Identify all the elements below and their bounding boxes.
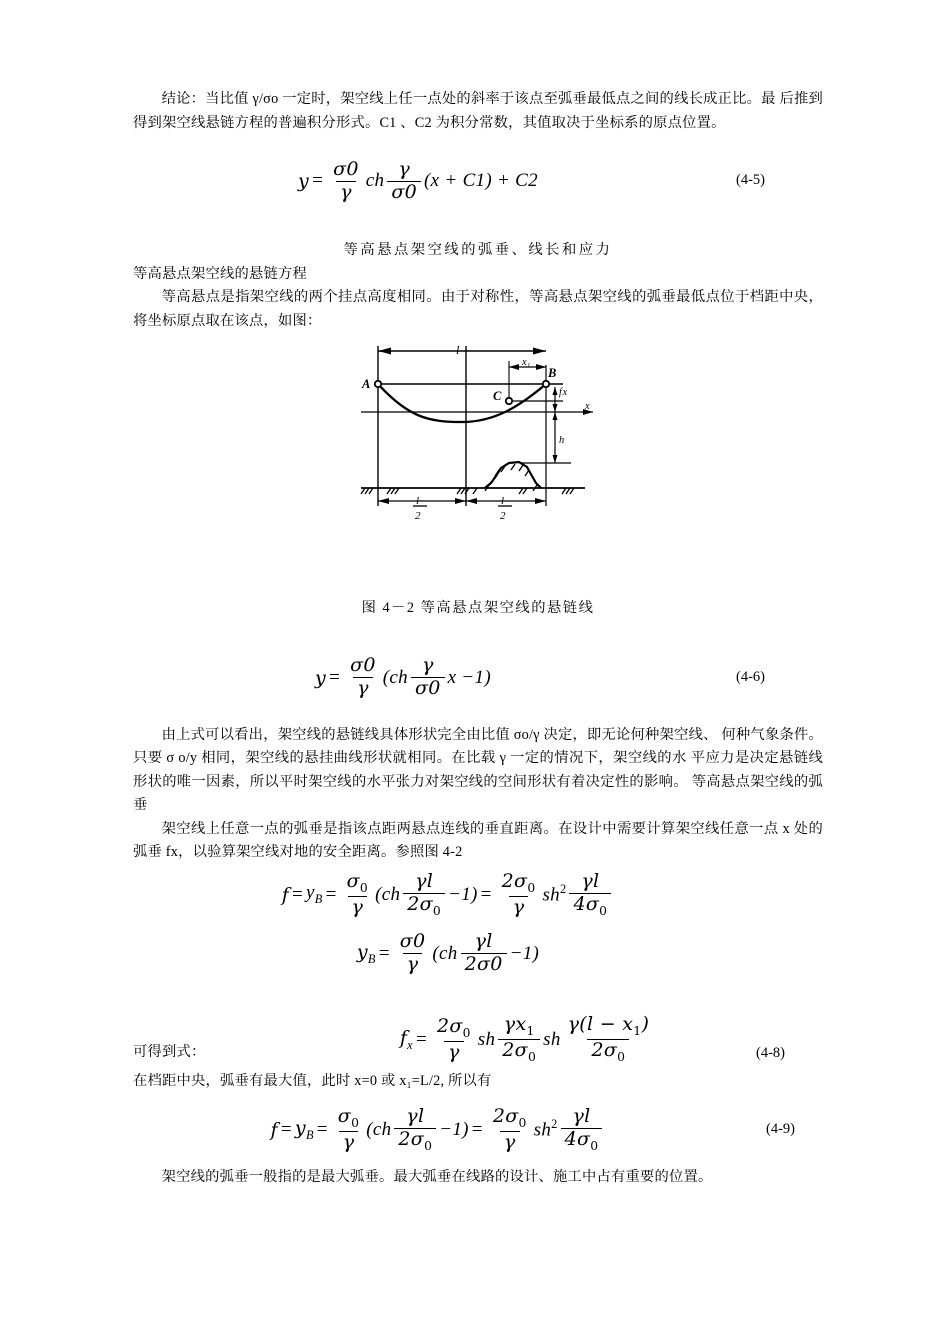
eq48-frac3 [564, 1015, 654, 1064]
eqyb-frac2 [461, 932, 507, 975]
equation-4-5 [133, 155, 823, 207]
eq47-frac1-num: $\sigma_0$ [346, 869, 369, 895]
eq49-frac1 [334, 1104, 363, 1153]
figure-label-c: C [493, 389, 502, 403]
eq47-frac2 [403, 869, 445, 918]
eqyb-frac2-num: γl [474, 930, 493, 953]
eq47-frac4-den: $4\sigma_0$ [569, 893, 611, 918]
eq49-eq2: = [316, 1118, 328, 1140]
figure-label-halfspan-right-num: l [501, 495, 505, 507]
eq45-frac2-den: σ0 [387, 181, 421, 203]
eqyb-yb: $y_B$ [356, 940, 376, 966]
eq45-tail: (x + C1) + C2 [423, 170, 538, 191]
eq47-open: (ch [375, 883, 401, 905]
eq47-frac1 [343, 869, 372, 918]
catenary-diagram-svg [333, 343, 623, 523]
eq47-eq3: = [480, 883, 492, 905]
eq47-f: f [281, 883, 290, 906]
figure-label-fx: f x [559, 387, 568, 398]
eq45-frac1-num: σ0 [333, 157, 359, 180]
eq45-y: y [298, 170, 310, 192]
figure-label-axis-x: x [585, 401, 590, 412]
eqyb-tail: −1) [509, 942, 540, 964]
eq49-number: (4-9) [766, 1120, 795, 1137]
eq49-frac1-den: γ [339, 1131, 359, 1153]
eq48-sh1: sh [477, 1028, 496, 1050]
eq46-frac1-den: γ [353, 677, 373, 699]
eq48-frac2-den: $2\sigma_0$ [498, 1039, 540, 1064]
eq46-number: (4-6) [736, 668, 765, 685]
figure-label-halfspan-left-num: l [416, 495, 420, 507]
eq47-frac2-num: γl [415, 869, 434, 892]
eq47-sh: $sh^2$ [542, 882, 567, 906]
paragraph-equal-height: 等高悬点是指架空线的两个挂点高度相同。由于对称性，等高悬点架空线的弧垂最低点位于档距中央，将坐标原点取在该点，如图： [133, 289, 823, 329]
eq46-frac1 [346, 656, 380, 699]
figure-4-2 [333, 343, 623, 523]
eq49-mid: −1) [439, 1118, 469, 1140]
eq47-frac3 [498, 869, 540, 918]
eq46-frac2-den: σ0 [411, 677, 445, 699]
eq47-frac4 [569, 869, 611, 918]
figure-label-h: h [559, 435, 565, 446]
eq48-frac3-num: $\gamma(l - x_1)$ [567, 1013, 650, 1039]
eq49-frac4-num: γl [572, 1104, 591, 1127]
eq47-yb: $y_B$ [306, 882, 323, 906]
eq49-open: (ch [366, 1118, 392, 1140]
eq47-eq2: = [325, 883, 337, 905]
eq49-yb: $y_B$ [294, 1116, 314, 1142]
paragraph-shape-analysis: 由上式可以看出，架空线的悬链线具体形状完全由比值 σo/γ 决定，即无论何种架空线、 何种气象条件。只要 σ o/y 相同，架空线的悬挂曲线形状就相同。在比载 γ 一定的情况下，架空线的水 平应力是决定悬链线形状的唯一因素，所以平时架空线的水平张力对架空线的空间形状有着决定性的影响。 等高悬点架空线的弧垂 [133, 726, 823, 814]
eq45-frac1-den: γ [336, 181, 356, 203]
eq45-frac1 [329, 157, 363, 203]
section-heading: 等高悬点架空线的弧垂、线长和应力 [343, 242, 613, 258]
eq48-sh2: sh [543, 1028, 561, 1050]
eq46-open: (ch [382, 666, 408, 688]
eq48-equals: = [415, 1028, 427, 1050]
eqyb-frac1-den: γ [403, 953, 423, 975]
eq49-eq1: = [280, 1118, 292, 1140]
figure-label-halfspan-right-den: 2 [500, 510, 506, 522]
eq49-frac2-den: $2\sigma_0$ [394, 1128, 436, 1153]
figure-4-2-wrap [133, 343, 823, 523]
eq49-frac2-num: γl [406, 1104, 425, 1127]
eq49-frac2 [394, 1104, 436, 1153]
eq49-frac3 [489, 1104, 531, 1153]
eq47-frac1-den: γ [348, 896, 368, 918]
equation-4-8 [133, 1015, 823, 1065]
figure-label-a: A [362, 377, 371, 391]
eq47-eq1: = [292, 883, 304, 905]
paragraph-max-sag-condition: 在档距中央，弧垂有最大值，此时 x=0 或 x₁=L/2, 所以有 [133, 1073, 492, 1090]
equation-yb [133, 929, 823, 979]
eq45-equals: = [312, 170, 324, 191]
eqyb-open: (ch [432, 942, 458, 964]
eqyb-frac2-den: 2σ0 [461, 953, 507, 975]
eq47-frac3-den: γ [509, 896, 529, 918]
eq49-frac1-num: $\sigma_0$ [337, 1104, 360, 1130]
paragraph-sag-definition: 架空线上任意一点的弧垂是指该点距两悬点连线的垂直距离。在设计中需要计算架空线任意一点 x 处的弧垂 fx，以验算架空线对地的安全距离。参照图 4-2 [133, 820, 823, 861]
eq48-frac3-den: $2\sigma_0$ [587, 1039, 629, 1064]
eq45-ch: ch [365, 170, 385, 191]
eq48-frac1-den: γ [444, 1041, 464, 1063]
eq49-frac3-num: $2\sigma_0$ [492, 1104, 527, 1130]
eq45-number: (4-5) [736, 172, 765, 188]
eq48-frac2 [498, 1015, 540, 1064]
eq47-frac3-num: $2\sigma_0$ [501, 869, 536, 895]
eq48-frac1-num: $2\sigma_0$ [436, 1014, 471, 1040]
eqyb-frac1 [396, 932, 430, 975]
eq49-frac3-den: γ [500, 1131, 520, 1153]
eq47-frac2-den: $2\sigma_0$ [403, 893, 445, 918]
equation-4-6 [133, 652, 823, 704]
eq49-eq3: = [471, 1118, 483, 1140]
eq45-frac2 [387, 157, 421, 203]
eq49-sh: $sh^2$ [533, 1117, 558, 1141]
section-subheading: 等高悬点架空线的悬链方程 [133, 265, 307, 282]
figure-label-halfspan-left-den: 2 [415, 510, 421, 522]
paragraph-derive-note: 可得到式： [133, 1043, 206, 1060]
eq49-frac4 [561, 1104, 603, 1153]
eq46-tail: x −1) [447, 666, 491, 688]
eq47-frac4-num: γl [581, 869, 600, 892]
paragraph-conclusion: 结论：当比值 γ/σo 一定时，架空线上任一点处的斜率于该点至弧垂最低点之间的线长成正比。最 后推到得到架空线悬链方程的普遍积分形式。C1 、C2 为积分常数，其值取决于坐标系的原点位置。 [133, 91, 823, 131]
eq49-f: f [270, 1118, 278, 1141]
figure-label-span: l [456, 343, 460, 357]
eq46-equals: = [329, 666, 341, 688]
equation-sag-f [133, 871, 823, 919]
figure-label-x1: x₁ [522, 357, 531, 368]
paragraph-max-sag-importance: 架空线的弧垂一般指的是最大弧垂。最大弧垂在线路的设计、施工中占有重要的位置。 [161, 1168, 713, 1185]
eq49-frac4-den: $4\sigma_0$ [561, 1128, 603, 1153]
eq48-number: (4-8) [756, 1044, 785, 1061]
eq46-y: y [315, 666, 327, 689]
eq46-frac1-num: σ0 [350, 654, 376, 677]
eq45-frac2-num: γ [398, 157, 410, 180]
eq48-fx: $f_x$ [399, 1026, 413, 1052]
figure-label-b: B [548, 366, 557, 380]
eq47-mid: −1) [448, 883, 478, 905]
eq48-frac2-num: $\gamma x_1$ [503, 1013, 535, 1039]
eq46-frac2 [411, 656, 445, 699]
eqyb-equals: = [378, 942, 390, 964]
figure-caption: 图 4－2 等高悬点架空线的悬链线 [361, 600, 595, 617]
eq48-frac1 [433, 1014, 475, 1063]
equation-4-9 [133, 1104, 823, 1156]
eqyb-frac1-num: σ0 [399, 930, 426, 953]
document-body [133, 88, 823, 1189]
eq46-frac2-num: γ [421, 654, 434, 677]
